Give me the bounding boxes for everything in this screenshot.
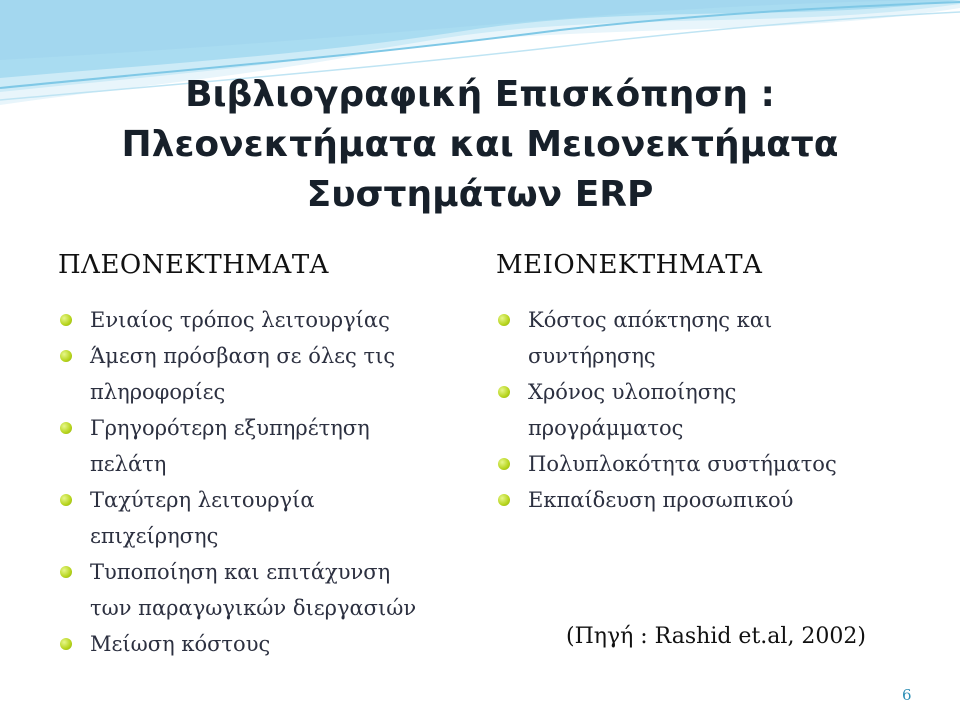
list-item-text: Μείωση κόστους: [90, 632, 271, 656]
list-item: [496, 446, 906, 482]
list-item-text-cont: επιχείρησης: [90, 524, 219, 548]
list-item: [58, 554, 458, 626]
title-line-1: Βιβλιογραφική Επισκόπηση :: [185, 74, 775, 115]
list-item-text: Πολυπλοκότητα συστήματος: [528, 452, 837, 476]
list-item-text: Τυποποίηση και επιτάχυνση: [90, 560, 391, 584]
list-item-text: Εκπαίδευση προσωπικού: [528, 488, 794, 512]
bullet-icon: [498, 314, 510, 326]
list-item-text: Άμεση πρόσβαση σε όλες τις: [90, 344, 396, 368]
title-line-3: Συστημάτων ERP: [306, 174, 654, 215]
disadvantages-heading: ΜΕΙΟΝΕΚΤΗΜΑΤΑ: [496, 250, 763, 280]
list-item-text: Κόστος απόκτησης και: [528, 308, 773, 332]
advantages-list: [58, 302, 458, 662]
list-item-text-cont: προγράμματος: [528, 416, 684, 440]
list-item: [496, 374, 906, 446]
list-item-text-cont: των παραγωγικών διεργασιών: [90, 596, 417, 620]
source-citation: (Πηγή : Rashid et.al, 2002): [566, 624, 866, 649]
bullet-icon: [498, 458, 510, 470]
list-item-text: Ταχύτερη λειτουργία: [90, 488, 315, 512]
bullet-icon: [60, 350, 72, 362]
list-item: [58, 482, 458, 554]
list-item: [496, 302, 906, 374]
list-item: [58, 626, 458, 662]
slide-title: [0, 70, 960, 220]
list-item-text: Ενιαίος τρόπος λειτουργίας: [90, 308, 390, 332]
page-number: 6: [902, 686, 912, 704]
list-item-text: Γρηγορότερη εξυπηρέτηση: [90, 416, 370, 440]
bullet-icon: [498, 494, 510, 506]
list-item-text-cont: πελάτη: [90, 452, 167, 476]
list-item-text-cont: πληροφορίες: [90, 380, 226, 404]
list-item: [58, 302, 458, 338]
list-item: [496, 482, 906, 518]
bullet-icon: [498, 386, 510, 398]
bullet-icon: [60, 566, 72, 578]
list-item: [58, 338, 458, 410]
list-item: [58, 410, 458, 482]
list-item-text: Χρόνος υλοποίησης: [528, 380, 737, 404]
bullet-icon: [60, 314, 72, 326]
disadvantages-list: [496, 302, 906, 518]
advantages-heading: ΠΛΕΟΝΕΚΤΗΜΑΤΑ: [58, 250, 329, 280]
bullet-icon: [60, 422, 72, 434]
bullet-icon: [60, 638, 72, 650]
list-item-text-cont: συντήρησης: [528, 344, 656, 368]
bullet-icon: [60, 494, 72, 506]
title-line-2: Πλεονεκτήματα και Μειονεκτήματα: [121, 124, 839, 165]
